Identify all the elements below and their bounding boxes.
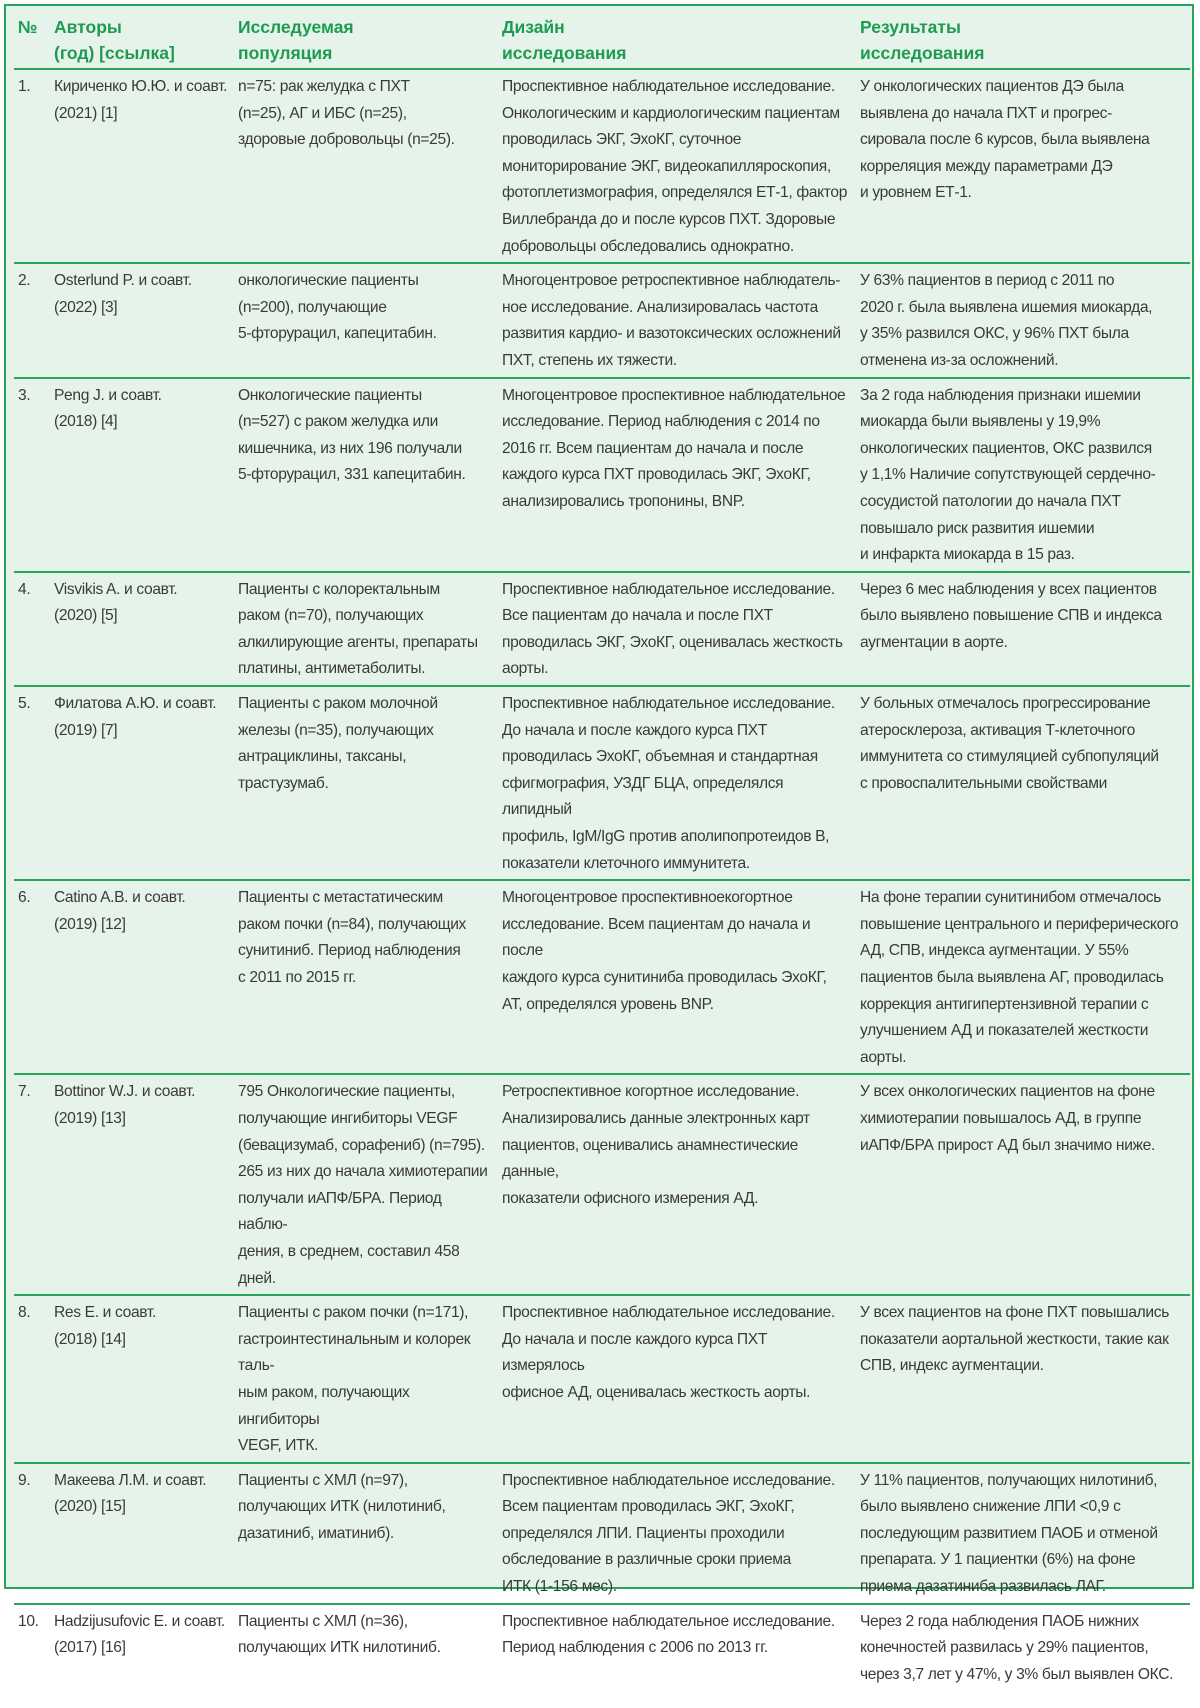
table-row [14,880,1190,1074]
table-row [14,1604,1190,1708]
row-population: Пациенты с метастатическим раком почки (n=84), получающих сунитиниб. Период наблюдения с 2011 по 2015 гг. [234,880,498,1074]
row-authors: Catino A.B. и соавт. (2019) [12] [50,880,234,1074]
row-population: 795 Онкологические пациенты, получающие ингибиторы VEGF (бевацизумаб, сорафениб) (n=795). 265 из них до начала химиотерапии получали иАПФ/БРА. Период наблю- дения, в среднем, составил 458 дней. [234,1074,498,1295]
row-authors: Visvikis A. и соавт. (2020) [5] [50,572,234,686]
row-number: 7. [14,1074,50,1295]
table-row [14,69,1190,263]
row-results: У больных отмечалось прогрессирование атеросклероза, активация Т-клеточного иммунитета со стимуляцией субпопуляций с провоспалительными свойствами [856,686,1190,880]
row-design: Проспективное наблюдательное исследование. Все пациентам до начала и после ПХТ проводилась ЭКГ, ЭхоКГ, оценивалась жесткость аорты. [498,572,856,686]
header-design: Дизайн исследования [498,12,856,69]
table-row [14,572,1190,686]
row-results: У 63% пациентов в период с 2011 по 2020 г. была выявлена ишемия миокарда, у 35% развился ОКС, у 96% ПХТ была отменена из-за осложнений. [856,263,1190,377]
table-row [14,1295,1190,1463]
row-population: Пациенты с раком почки (n=171), гастроинтестинальным и колорек таль- ным раком, получающих ингибиторы VEGF, ИТК. [234,1295,498,1463]
row-design: Проспективное наблюдательное исследование. Всем пациентам проводилась ЭКГ, ЭхоКГ, определялся ЛПИ. Пациенты проходили обследование в различные сроки приема ИТК (1-156 мес). [498,1463,856,1604]
row-number: 2. [14,263,50,377]
row-design: Ретроспективное когортное исследование. Анализировались данные электронных карт пациентов, оценивались анамнестические данные, показатели офисного измерения АД. [498,1074,856,1295]
row-results: У всех онкологических пациентов на фоне химиотерапии повышалось АД, в группе иАПФ/БРА прирост АД был значимо ниже. [856,1074,1190,1295]
header-authors: Авторы (год) [ссылка] [50,12,234,69]
table-row [14,263,1190,377]
row-number: 1. [14,69,50,263]
row-design: Многоцентровое ретроспективное наблюдатель- ное исследование. Анализировалась частота развития кардио- и вазотоксических осложнений ПХТ, степень их тяжести. [498,263,856,377]
row-design: Многоцентровое проспективноекогортное исследование. Всем пациентам до начала и после каждого курса сунитиниба проводилась ЭхоКГ, АТ, определялся уровень BNP. [498,880,856,1074]
row-number: 5. [14,686,50,880]
row-authors: Hadzijusufovic E. и соавт. (2017) [16] [54,1612,225,1657]
row-number: 9. [14,1463,50,1604]
row-population: Онкологические пациенты (n=527) с раком желудка или кишечника, из них 196 получали 5-фторурацил, 331 капецитабин. [234,378,498,572]
row-authors: Peng J. и соавт. (2018) [4] [50,378,234,572]
row-design: Проспективное наблюдательное исследование. Период наблюдения с 2006 по 2013 гг. [502,1612,835,1657]
row-number: 3. [14,378,50,572]
row-design: Проспективное наблюдательное исследование. До начала и после каждого курса ПХТ измерялось офисное АД, оценивалась жесткость аорты. [498,1295,856,1463]
row-authors: Кириченко Ю.Ю. и соавт. (2021) [1] [50,69,234,263]
row-design: Проспективное наблюдательное исследование. Онкологическим и кардиологическим пациентам проводилась ЭКГ, ЭхоКГ, суточное мониторирование ЭКГ, видеокапилляроскопия, фотоплетизмография, определялся ЕТ-1, фактор Виллебранда до и после курсов ПХТ. Здоровые добровольцы обследовались однократно. [498,69,856,263]
row-authors: Res E. и соавт. (2018) [14] [50,1295,234,1463]
row-number: 6. [14,880,50,1074]
row-results: У онкологических пациентов ДЭ была выявлена до начала ПХТ и прогрес- сировала после 6 курсов, была выявлена корреляция между параметрами ДЭ и уровнем ЕТ-1. [856,69,1190,263]
row-number: 4. [14,572,50,686]
row-authors: Филатова А.Ю. и соавт. (2019) [7] [50,686,234,880]
table-row [14,378,1190,572]
table-row [14,1074,1190,1295]
row-design: Многоцентровое проспективное наблюдательное исследование. Период наблюдения с 2014 по 2016 гг. Всем пациентам до начала и после каждого курса ПХТ проводилась ЭКГ, ЭхоКГ, анализировались тропонины, BNP. [498,378,856,572]
row-design: Проспективное наблюдательное исследование. До начала и после каждого курса ПХТ проводилась ЭхоКГ, объемная и стандартная сфигмография, УЗДГ БЦА, определялся липидный профиль, IgM/IgG против аполипопротеидов В, показатели клеточного иммунитета. [498,686,856,880]
row-authors: Bottinor W.J. и соавт. (2019) [13] [50,1074,234,1295]
row-number: 8. [14,1295,50,1463]
row-population: Пациенты с раком молочной железы (n=35), получающих антрациклины, таксаны, трастузумаб. [234,686,498,880]
row-population: Пациенты с ХМЛ (n=97), получающих ИТК (нилотиниб, дазатиниб, иматиниб). [234,1463,498,1604]
row-number: 10. [18,1612,39,1630]
row-results: На фоне терапии сунитинибом отмечалось повышение центрального и периферического АД, СПВ, индекса аугментации. У 55% пациентов была выявлена АГ, проводилась коррекция антигипертензивной терапии с улучшением АД и показателей жесткости аорты. [856,880,1190,1074]
table-frame [4,4,1194,1683]
row-results: За 2 года наблюдения признаки ишемии миокарда были выявлены у 19,9% онкологических пациентов, ОКС развился у 1,1% Наличие сопутствующей сердечно- сосудистой патологии до начала ПХТ повышало риск развития ишемии и инфаркта миокарда в 15 раз. [856,378,1190,572]
table-header-row [14,12,1190,69]
table-row [14,686,1190,880]
row-results: У 11% пациентов, получающих нилотиниб, было выявлено снижение ЛПИ <0,9 с последующим развитием ПАОБ и отменой препарата. У 1 пациентки (6%) на фоне приема дазатиниба развилась ЛАГ. [856,1463,1190,1604]
studies-table [14,12,1190,1708]
row-authors: Макеева Л.М. и соавт. (2020) [15] [50,1463,234,1604]
row-authors: Osterlund P. и соавт. (2022) [3] [50,263,234,377]
row-population: Пациенты с ХМЛ (n=36), получающих ИТК нилотиниб. [238,1612,441,1657]
table-row [14,1463,1190,1604]
row-results: У всех пациентов на фоне ПХТ повышались показатели аортальной жесткости, такие как СПВ, индекс аугментации. [856,1295,1190,1463]
header-results: Результаты исследования [856,12,1190,69]
row-population: Пациенты с колоректальным раком (n=70), получающих алкилирующие агенты, препараты платины, антиметаболиты. [234,572,498,686]
row-population: онкологические пациенты (n=200), получающие 5-фторурацил, капецитабин. [234,263,498,377]
row-results: Через 6 мес наблюдения у всех пациентов было выявлено повышение СПВ и индекса аугментации в аорте. [856,572,1190,686]
row-results: Через 2 года наблюдения ПАОБ нижних конечностей развилась у 29% пациентов, через 3,7 лет у 47%, у 3% был выявлен ОКС. [860,1612,1174,1683]
header-population: Исследуемая популяция [234,12,498,69]
header-number: № [14,12,50,69]
row-population: n=75: рак желудка с ПХТ (n=25), АГ и ИБС (n=25), здоровые добровольцы (n=25). [234,69,498,263]
